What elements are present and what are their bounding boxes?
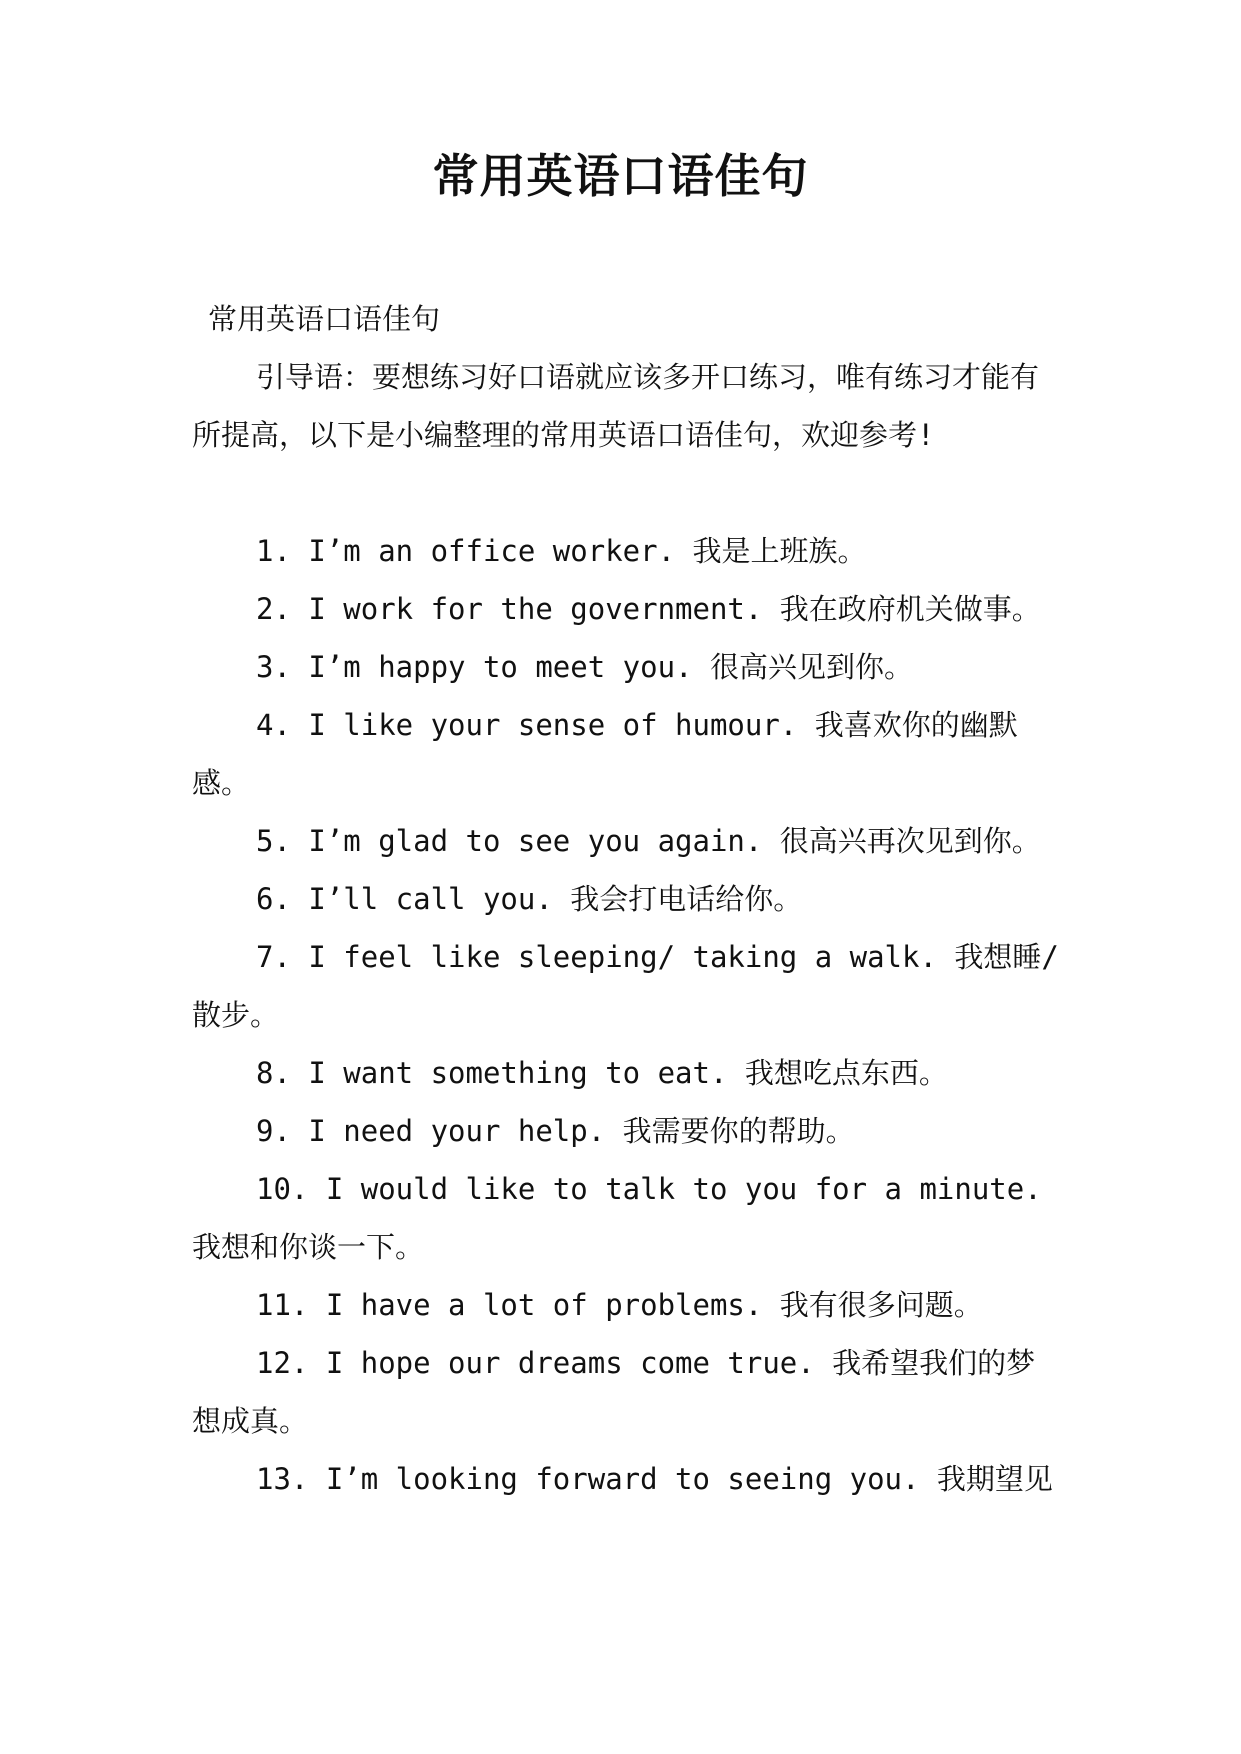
phrase-item-2: 2. I work for the government. 我在政府机关做事。 <box>256 592 1041 626</box>
phrase-item-6: 6. I’ll call you. 我会打电话给你。 <box>256 882 803 916</box>
phrase-item-7: 7. I feel like sleeping/ taking a walk. 我想睡/散步。 <box>192 940 1059 1032</box>
paragraph-spacer <box>192 464 1062 522</box>
phrase-item-8: 8. I want something to eat. 我想吃点东西。 <box>256 1056 948 1090</box>
phrase-item-10: 10. I would like to talk to you for a minute. 我想和你谈一下。 <box>192 1172 1042 1264</box>
phrase-item-4: 4. I like your sense of humour. 我喜欢你的幽默感。 <box>192 708 1018 800</box>
document-body <box>192 290 1062 1508</box>
intro-paragraph: 引导语：要想练习好口语就应该多开口练习，唯有练习才能有所提高，以下是小编整理的常用英语口语佳句，欢迎参考! <box>192 360 1040 452</box>
phrase-item-9: 9. I need your help. 我需要你的帮助。 <box>256 1114 855 1148</box>
phrase-item-13: 13. I’m looking forward to seeing you. 我期望见 <box>256 1462 1053 1496</box>
phrase-item-1: 1. I’m an office worker. 我是上班族。 <box>256 534 867 568</box>
phrase-item-12: 12. I hope our dreams come true. 我希望我们的梦想成真。 <box>192 1346 1036 1438</box>
phrase-item-3: 3. I’m happy to meet you. 很高兴见到你。 <box>256 650 913 684</box>
phrase-item-5: 5. I’m glad to see you again. 很高兴再次见到你。 <box>256 824 1041 858</box>
document-subtitle: 常用英语口语佳句 <box>208 302 441 336</box>
page-title: 常用英语口语佳句 <box>432 149 809 203</box>
phrase-item-11: 11. I have a lot of problems. 我有很多问题。 <box>256 1288 983 1322</box>
